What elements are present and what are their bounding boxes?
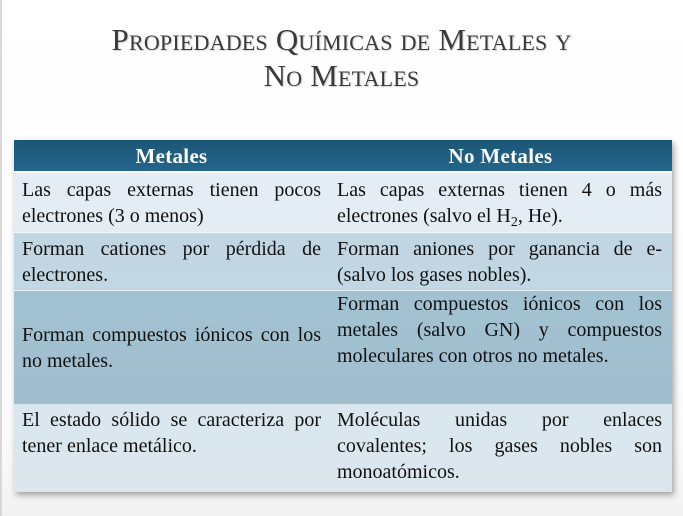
table-row [14,291,672,405]
column-header-metales: Metales [135,144,208,168]
slide-title [40,22,643,94]
slide-left-border [0,0,2,516]
subscript: 2 [510,215,518,230]
slide-title-line-2: No Metales [263,58,420,93]
table-row [14,405,672,492]
cell-text: Las capas externas tienen 4 o más electrones (salvo el H [337,179,662,227]
table-row [14,173,672,233]
cell-no-metales: Forman aniones por ganancia de e- (salvo los gases nobles). [337,238,662,286]
cell-metales: El estado sólido se caracteriza por tener enlace metálico. [22,409,321,457]
cell-metales: Las capas externas tienen pocos electrones (3 o menos) [22,179,321,227]
comparison-table [14,140,672,492]
column-header-no-metales: No Metales [448,144,553,168]
cell-no-metales: Moléculas unidas por enlaces covalentes; los gases nobles son monoatómicos. [337,409,662,483]
table-header-row [14,140,672,173]
slide-title-line-1: Propiedades Químicas de Metales y [111,22,572,57]
cell-metales: Forman cationes por pérdida de electrones. [22,238,321,286]
cell-text-suffix: , He). [517,205,563,227]
cell-metales: Forman compuestos iónicos con los no metales. [22,324,321,372]
cell-no-metales [329,173,672,232]
table-row [14,233,672,291]
cell-no-metales: Forman compuestos iónicos con los metales (salvo GN) y compuestos moleculares con otros no metales. [337,293,662,367]
